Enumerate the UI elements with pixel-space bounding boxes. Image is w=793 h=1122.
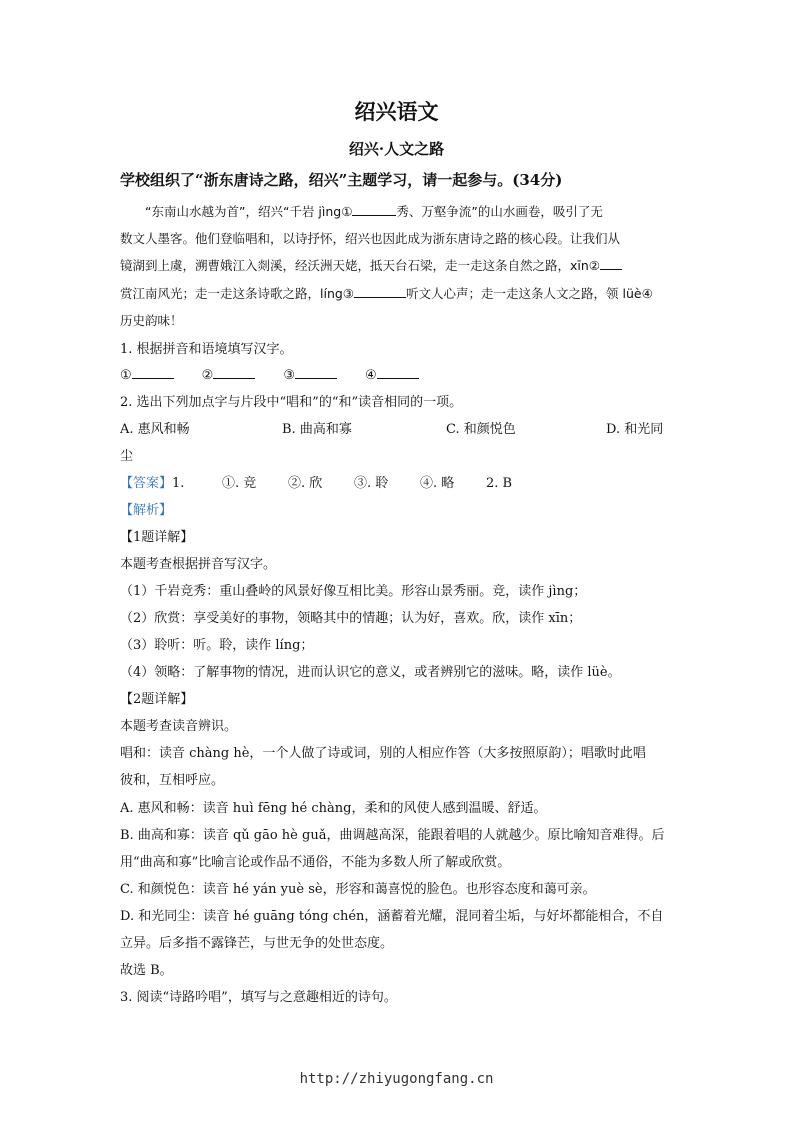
answer-blank-3[interactable] — [295, 364, 337, 379]
blank-label-1: ① — [120, 368, 132, 383]
passage-text: 镜湖到上虞，溯曹娥江入剡溪，经沃洲天姥，抵天台石梁，走一走这条自然之路，xīn② — [120, 258, 601, 274]
blank-label-2: ② — [201, 368, 214, 383]
answer-item: 2. B — [486, 476, 513, 491]
answer-item: ②. 欣 — [288, 476, 323, 491]
footer-url[interactable]: http://zhiyugongfang.cn — [299, 1071, 494, 1087]
passage-line-5: 历史韵味！ — [120, 312, 183, 328]
q2-option-d[interactable]: D. 和光同 — [606, 422, 664, 437]
q2-option-a[interactable]: A. 惠风和畅 — [120, 422, 190, 437]
blank-label-3: ③ — [283, 368, 295, 383]
q2-detail-line: C. 和颜悦色：读音 hé yán yuè sè，形容和蔼喜悦的脸色。也形容态度和蔼可亲。 — [120, 882, 596, 897]
answer-blank-4[interactable] — [377, 364, 419, 379]
q2-detail-intro: 本题考查读音辨识。 — [120, 719, 238, 734]
reading-passage — [120, 198, 676, 334]
answer-item: 1. — [172, 476, 185, 491]
q2-prompt: 2. 选出下列加点字与片段中“唱和”的“和”读音相同的一项。 — [120, 395, 463, 410]
passage-text: “东南山水越为首”，绍兴“千岩 jìng① — [145, 204, 353, 219]
q1-detail-line: （4）领略：了解事物的情况，进而认识它的意义，或者辨别它的滋味。略，读作 lüè。 — [120, 665, 621, 680]
passage-line-4 — [120, 280, 676, 307]
q1-detail-line: （3）聆听：听。聆，读作 líng； — [120, 638, 314, 653]
q2-detail-line: D. 和光同尘：读音 hé guāng tóng chén，涵蓄着光耀，混同着尘垢，与好坏都能相合，不自 — [120, 909, 664, 924]
fill-blank-1[interactable] — [352, 201, 396, 216]
q2-detail-heading: 【2题详解】 — [120, 692, 194, 707]
passage-line-2: 数文人墨客。他们登临唱和，以诗抒怀，绍兴也因此成为浙东唐诗之路的核心段。让我们从 — [120, 231, 621, 247]
answer-blank-2[interactable] — [213, 364, 255, 379]
q2-option-c[interactable]: C. 和颜悦色 — [446, 422, 516, 437]
fill-blank-3[interactable] — [354, 283, 406, 298]
q2-conclusion: 故选 B。 — [120, 963, 173, 978]
q2-detail-line: 立异。后多指不露锋芒，与世无争的处世态度。 — [120, 936, 394, 951]
q1-detail-heading: 【1题详解】 — [120, 530, 194, 545]
doc-title: 绍兴语文 — [354, 99, 439, 124]
passage-text: 听文人心声；走一走这条人文之路，领 lüè④ — [406, 285, 653, 301]
answer-item: ③. 聆 — [354, 476, 389, 491]
analysis-label: 【解析】 — [120, 503, 173, 518]
answer-blank-1[interactable] — [132, 364, 174, 379]
passage-text: 赏江南风光；走一走这条诗歌之路，líng③ — [120, 285, 355, 301]
q2-option-d-wrap: 尘 — [120, 449, 134, 464]
fill-blank-2[interactable] — [600, 255, 622, 270]
task-heading: 学校组织了“浙东唐诗之路，绍兴”主题学习，请一起参与。(34分) — [120, 171, 563, 189]
q2-detail-line: A. 惠风和畅：读音 huì fēng hé chàng，柔和的风使人感到温暖、舒适。 — [120, 801, 547, 816]
blank-label-4: ④ — [364, 368, 377, 383]
q2-option-b[interactable]: B. 曲高和寡 — [282, 422, 352, 437]
q2-detail-line: B. 曲高和寡：读音 qǔ gāo hè guǎ，曲调越高深，能跟着唱的人就越少。原比喻知音难得。后 — [120, 828, 665, 843]
q1-prompt: 1. 根据拼音和语境填写汉字。 — [120, 342, 293, 357]
q1-detail-line: （2）欣赏：享受美好的事物，领略其中的情趣；认为好，喜欢。欣，读作 xīn； — [120, 611, 582, 626]
answer-item: ④. 略 — [420, 476, 455, 491]
q2-detail-line: 唱和：读音 chàng hè，一个人做了诗或词，别的人相应作答（大多按照原韵）；唱歌时此唱 — [120, 746, 646, 761]
passage-text: 秀、万壑争流”的山水画卷，吸引了无 — [396, 204, 603, 219]
q2-detail-line: 彼和，互相呼应。 — [120, 773, 225, 788]
passage-line-1 — [120, 198, 676, 225]
answer-label: 【答案】 — [120, 476, 173, 491]
answer-line — [120, 472, 680, 491]
doc-subtitle: 绍兴·人文之路 — [348, 140, 445, 158]
passage-line-3 — [120, 252, 676, 279]
q2-detail-line: 用“曲高和寡”比喻言论或作品不通俗，不能为多数人所了解或欣赏。 — [120, 855, 511, 870]
answer-item: ①. 竞 — [222, 476, 257, 491]
q1-detail-intro: 本题考查根据拼音写汉字。 — [120, 557, 277, 572]
q1-detail-line: （1）千岩竞秀：重山叠岭的风景好像互相比美。形容山景秀丽。竞，读作 jìng； — [120, 584, 587, 599]
q1-answer-blanks — [120, 364, 680, 383]
q3-prompt: 3. 阅读“诗路吟唱”，填写与之意趣相近的诗句。 — [120, 990, 397, 1005]
